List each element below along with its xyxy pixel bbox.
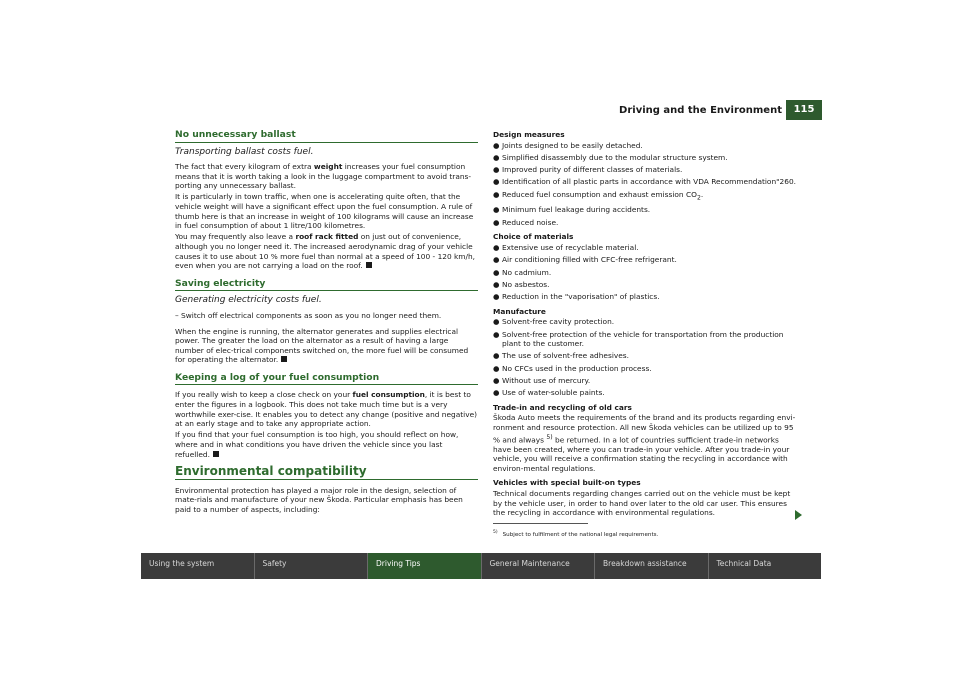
paragraph: It is particularly in town traffic, when one is accelerating quite often, that the vehicle weight will have a significant effect upon the fuel consumption. A rule of thumb here is that an increase in weight of 100 kilograms will cause an increase in fuel consumption of about 1 litre/100 kilometres. [175,192,474,231]
list-item: ● Without use of mercury. [493,375,591,385]
bullet-icon: ● [493,279,500,289]
footnote: $^{5)}$ Subject to fulfilment of the national legal requirements. [493,529,659,538]
bullet-icon: ● [493,177,500,187]
list-item: ● Reduction in the "vaporisation" of plastics. [493,292,660,302]
heading-fuel-log: Keeping a log of your fuel consumption [175,373,478,386]
list-item: ● The use of solvent-free adhesives. [493,351,629,361]
bullet-icon: ● [493,267,500,277]
end-of-section-icon [213,451,219,457]
bullet-icon: ● [493,140,500,150]
list-item: ● No asbestos. [493,279,550,289]
heading-environment: Environmental compatibility [175,467,478,480]
bullet-icon: ● [493,388,500,398]
instruction-step: – Switch off electrical components as soon as you no longer need them. [175,310,442,320]
bullet-icon: ● [493,292,500,302]
footer-tabs [141,553,821,579]
list-item: ● Joints designed to be easily detached. [493,140,643,150]
tab-general-maintenance[interactable]: General Maintenance [481,553,595,579]
list-item: ● Extensive use of recyclable material. [493,242,639,252]
bullet-icon: ● [493,205,500,215]
subtitle-electricity: Generating electricity costs fuel. [175,295,322,306]
list-item: ● Reduced noise. [493,217,559,227]
paragraph: You may frequently also leave a roof rack fitted on just out of convenience, although you no longer need it. The increased aerodynamic drag of your vehicle causes it to use about 10 % more fuel than normal at a speed of 100 - 120 km/h, even when you are not carrying a load on the roof. [175,232,476,271]
list-item: ● Minimum fuel leakage during accidents. [493,205,651,215]
paragraph: Škoda Auto meets the requirements of the brand and its products regarding envi-ronment and resource protection. All new Škoda vehicles can be utilized up to 95 % and always $^{5)}$ be returned. In a lot of countries sufficient trade-in networks have been created, where you can trade-in your vehicle. After you trade-in your vehicle, you will receive a confirmation stating the recycling in accordance with environ-mental regulations. [493,413,796,473]
paragraph: If you really wish to keep a close check on your fuel consumption, it is best to enter the figures in a logbook. This does not take much time but is a very worthwhile exer-cise. It enables you to detect any change (positive and negative) at an early stage and to take any appropriate action. [175,390,478,429]
page-header-title: Driving and the Environment [619,105,782,116]
manufacture-list [493,317,798,398]
tab-technical-data[interactable]: Technical Data [708,553,822,579]
tab-driving-tips[interactable]: Driving Tips [367,553,481,579]
left-column [175,130,478,523]
list-item: ● Reduced fuel consumption and exhaust emission $CO_2$. [493,189,704,202]
paragraph: Environmental protection has played a major role in the design, selection of mate-rials and manufacture of your new Škoda. Particular emphasis has been paid to a number of aspects, including: [175,485,463,514]
list-item: ● Air conditioning filled with CFC-free refrigerant. [493,255,677,265]
bullet-icon: ● [493,242,500,252]
design-list [493,141,798,228]
bullet-icon: ● [493,317,500,327]
heading-ballast: No unnecessary ballast [175,130,478,143]
tab-using-the-system[interactable]: Using the system [141,553,254,579]
list-item: ● Simplified disassembly due to the modular structure system. [493,152,728,162]
paragraph: When the engine is running, the alternator generates and supplies electrical power. The greater the load on the alternator as a result of having a large number of elec-trical components switched on, the more fuel will be consumed for operating the alternator. [175,326,469,365]
section-environment [175,464,478,514]
paragraph: If you find that your fuel consumption is too high, you should reflect on how, where and in what conditions you have driven the vehicle since you last refuelled. [175,430,459,459]
heading-design-measures: Design measures [493,130,565,139]
list-item: ● No CFCs used in the production process. [493,363,652,373]
right-column [493,130,798,540]
bullet-icon: ● [493,351,500,361]
section-electricity [175,279,478,365]
end-of-section-icon [366,262,372,268]
bullet-icon: ● [493,363,500,373]
tab-safety[interactable]: Safety [254,553,368,579]
heading-special-built-on: Vehicles with special built-on types [493,478,641,488]
list-item: ● Solvent-free protection of the vehicle for transportation from the production plant to the customer. [493,329,784,349]
bullet-icon: ● [493,255,500,265]
bullet-icon: ● [493,329,500,339]
list-item: ● Solvent-free cavity protection. [493,317,615,327]
list-item: ● Use of water-soluble paints. [493,388,605,398]
bullet-icon: ● [493,217,500,227]
bullet-icon: ● [493,152,500,162]
page-number: 115 [786,100,822,120]
section-fuel-log [175,373,478,459]
heading-electricity: Saving electricity [175,279,478,292]
list-item: ● Improved purity of different classes of materials. [493,165,683,175]
subtitle-ballast: Transporting ballast costs fuel. [175,146,314,157]
list-item: ● Identification of all plastic parts in accordance with VDA Recommendation"260. [493,177,796,187]
heading-trade-in: Trade-in and recycling of old cars [493,402,632,412]
bullet-icon: ● [493,165,500,175]
co2-subscript: 2 [696,194,701,202]
section-ballast [175,130,478,271]
bullet-icon: ● [493,375,500,385]
bullet-icon: ● [493,189,500,199]
materials-list [493,243,798,302]
footnote-reference: 5) [546,433,553,441]
heading-manufacture: Manufacture [493,306,546,316]
paragraph: Technical documents regarding changes carried out on the vehicle must be kept by the vehicle user, in order to hand over later to the old car user. This ensures the recycling in accordance with environmental regulations. [493,489,791,518]
footnote-divider [493,523,588,524]
next-page-arrow-icon[interactable] [795,510,802,520]
heading-choice-of-materials: Choice of materials [493,232,574,242]
paragraph: The fact that every kilogram of extra weight increases your fuel consumption means that it is worth taking a look in the luggage compartment to avoid trans-porting any unnecessary ballast. [175,162,472,191]
list-item: ● No cadmium. [493,267,552,277]
tab-breakdown-assistance[interactable]: Breakdown assistance [594,553,708,579]
end-of-section-icon [281,356,287,362]
